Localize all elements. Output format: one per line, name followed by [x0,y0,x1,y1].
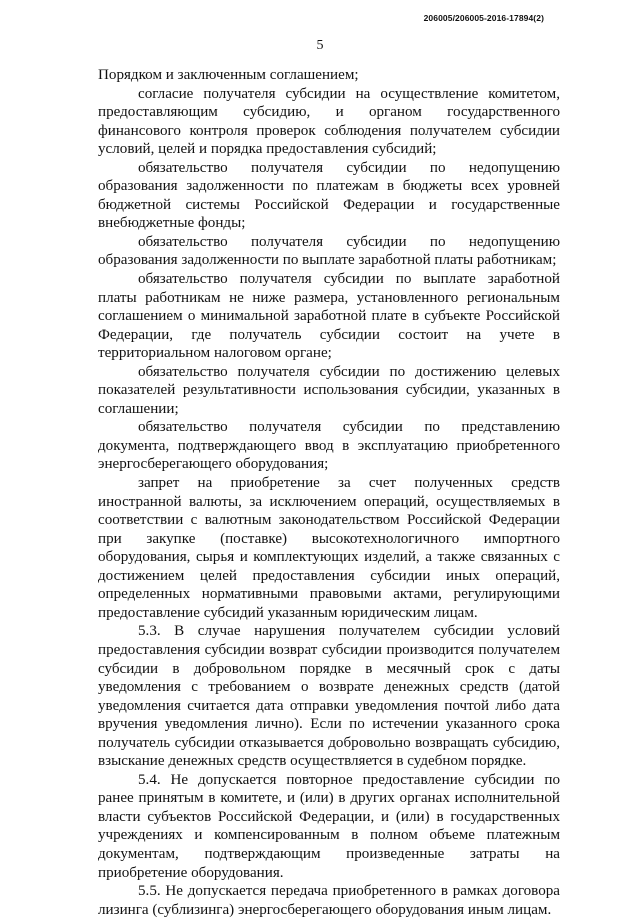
paragraph-continuation: Порядком и заключенным соглашением; [98,67,359,83]
paragraph-5-4: 5.4. Не допускается повторное предоставление субсидии по ранее принятым в комитете, и (или) в других органах исполнительной власти субъектов Российской Федерации, и (или) в государственных учреждениях и компенсированным в полном объеме платежным документам, подтверждающим произведенные затраты на приобретение оборудования. [98,771,560,881]
document-id: 206005/206005-2016-17894(2) [423,13,544,23]
paragraph-consent-to-audit: согласие получателя субсидии на осуществление комитетом, предоставляющим субсидию, и органом государственного финансового контроля проверок соблюдения получателем субсидии условий, целей и порядка предоставления субсидий; [98,85,560,158]
document-body [98,66,560,919]
paragraph-minimum-wage: обязательство получателя субсидии по выплате заработной платы работникам не ниже размера, установленного региональным соглашением о минимальной заработной плате в субъекте Российской Федерации, где получатель субсидии состоит на учете в территориальном налоговом органе; [98,271,560,362]
paragraph-commissioning-document: обязательство получателя субсидии по представлению документа, подтверждающего ввод в эксплуатацию приобретенного энергосберегающего оборудования; [98,419,560,473]
paragraph-no-wage-debt: обязательство получателя субсидии по недопущению образования задолженности по выплате заработной платы работникам; [98,233,560,269]
paragraph-5-3: 5.3. В случае нарушения получателем субсидии условий предоставления субсидии возврат субсидии производится получателем субсидии в добровольном порядке в месячный срок с даты уведомления с требованием о возврате денежных средств (датой уведомления считается дата отправки уведомления почтой либо дата вручения уведомления лично). Если по истечении указанного срока получатель субсидии отказывается добровольно возвращать субсидию, взыскание денежных средств осуществляется в судебном порядке. [98,623,560,770]
page-number: 5 [316,38,324,53]
paragraph-no-budget-debt: обязательство получателя субсидии по недопущению образования задолженности по платежам в бюджеты всех уровней бюджетной системы Российской Федерации и государственные внебюджетные фонды; [98,159,560,232]
paragraph-5-5: 5.5. Не допускается передача приобретенного в рамках договора лизинга (сублизинга) энергосберегающего оборудования иным лицам. [98,883,560,918]
paragraph-performance-targets: обязательство получателя субсидии по достижению целевых показателей результативности использования субсидии, указанных в соглашении; [98,363,560,417]
paragraph-currency-ban: запрет на приобретение за счет полученных средств иностранной валюты, за исключением операций, осуществляемых в соответствии с валютным законодательством Российской Федерации при закупке (поставке) высокотехнологичного импортного оборудования, сырья и комплектующих изделий, а также связанных с достижением целей предоставления субсидии иных операций, определенных нормативными правовыми актами, регулирующими предоставление субсидий указанным юридическим лицам. [98,475,560,621]
